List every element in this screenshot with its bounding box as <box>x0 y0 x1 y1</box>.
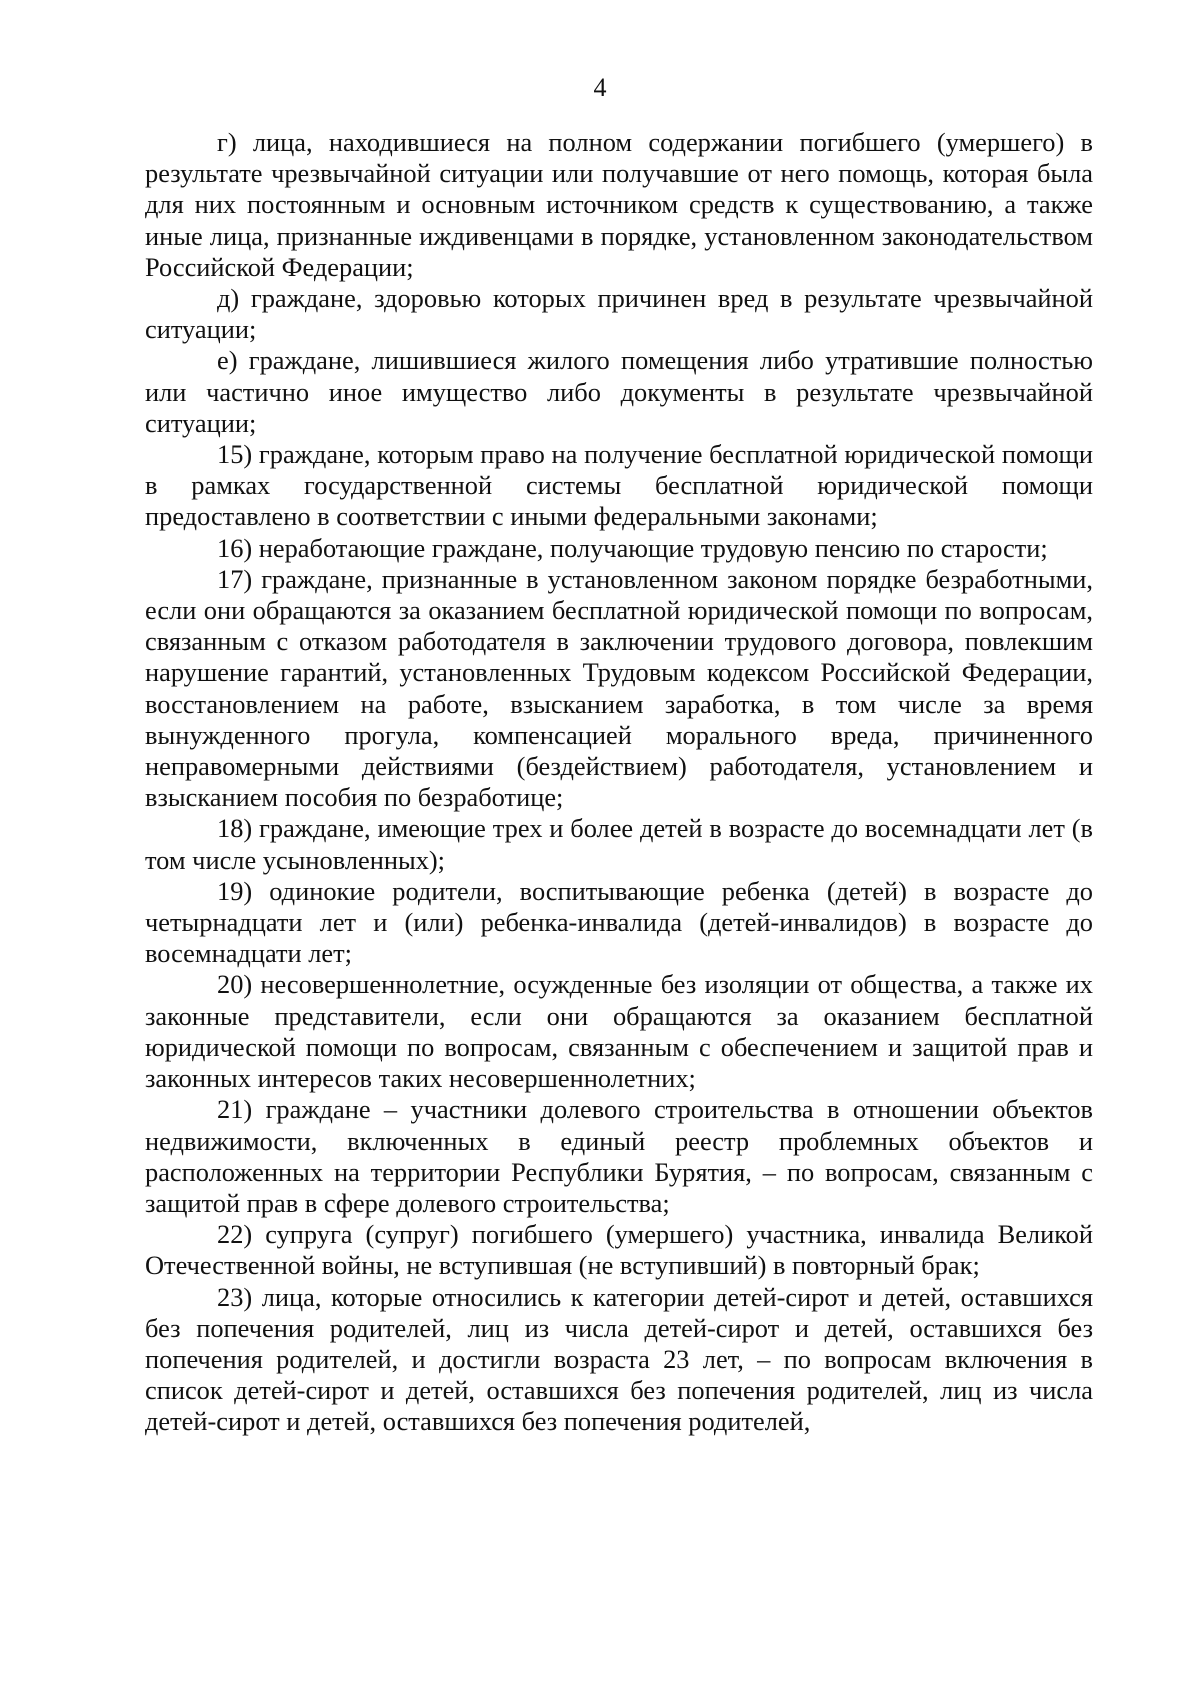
document-body <box>145 127 1093 1438</box>
paragraph-item-e: е) граждане, лишившиеся жилого помещения либо утратившие полностью или частично иное имущество либо документы в результате чрезвычайной ситуации; <box>145 345 1093 438</box>
paragraph-item-23: 23) лица, которые относились к категории детей-сирот и детей, оставшихся без попечения родителей, лиц из числа детей-сирот и детей, оставшихся без попечения родителей, и достигли возраста 23 лет, – по вопросам включения в список детей-сирот и детей, оставшихся без попечения родителей, лиц из числа детей-сирот и детей, оставшихся без попечения родителей, <box>145 1281 1093 1437</box>
paragraph-item-16: 16) неработающие граждане, получающие трудовую пенсию по старости; <box>217 532 1048 563</box>
paragraph-item-21: 21) граждане – участники долевого строительства в отношении объектов недвижимости, включенных в единый реестр проблемных объектов и расположенных на территории Республики Бурятия, – по вопросам, связанным с защитой прав в сфере долевого строительства; <box>145 1094 1093 1218</box>
paragraph-item-18: 18) граждане, имеющие трех и более детей в возрасте до восемнадцати лет (в том числе усыновленных); <box>145 813 1093 875</box>
paragraph-item-19: 19) одинокие родители, воспитывающие ребенка (детей) в возрасте до четырнадцати лет и (или) ребенка-инвалида (детей-инвалидов) в возрасте до восемнадцати лет; <box>145 875 1093 969</box>
paragraph-item-22: 22) супруга (супруг) погибшего (умершего) участника, инвалида Великой Отечественной войны, не вступившая (не вступивший) в повторный брак; <box>145 1219 1093 1281</box>
paragraph-item-20: 20) несовершеннолетние, осужденные без изоляции от общества, а также их законные представители, если они обращаются за оказанием бесплатной юридической помощи по вопросам, связанным с обеспечением и защитой прав и законных интересов таких несовершеннолетних; <box>145 969 1093 1094</box>
paragraph-item-g: г) лица, находившиеся на полном содержании погибшего (умершего) в результате чрезвычайной ситуации или получавшие от него помощь, которая была для них постоянным и основным источником средств к существованию, а также иные лица, признанные иждивенцами в порядке, установленном законодательством Российской Федерации; <box>145 127 1093 282</box>
paragraph-item-15: 15) граждане, которым право на получение бесплатной юридической помощи в рамках государственной системы бесплатной юридической помощи предоставлено в соответствии с иными федеральными законами; <box>145 439 1093 532</box>
paragraph-item-17: 17) граждане, признанные в установленном законом порядке безработными, если они обращаются за оказанием бесплатной юридической помощи по вопросам, связанным с отказом работодателя в заключении трудового договора, повлекшим нарушение гарантий, установленных Трудовым кодексом Российской Федерации, восстановлением на работе, взысканием заработка, в том числе за время вынужденного прогула, компенсацией морального вреда, причиненного неправомерными действиями (бездействием) работодателя, установлением и взысканием пособия по безработице; <box>145 563 1093 813</box>
page-number: 4 <box>593 73 607 102</box>
paragraph-item-d: д) граждане, здоровью которых причинен вред в результате чрезвычайной ситуации; <box>145 283 1093 345</box>
